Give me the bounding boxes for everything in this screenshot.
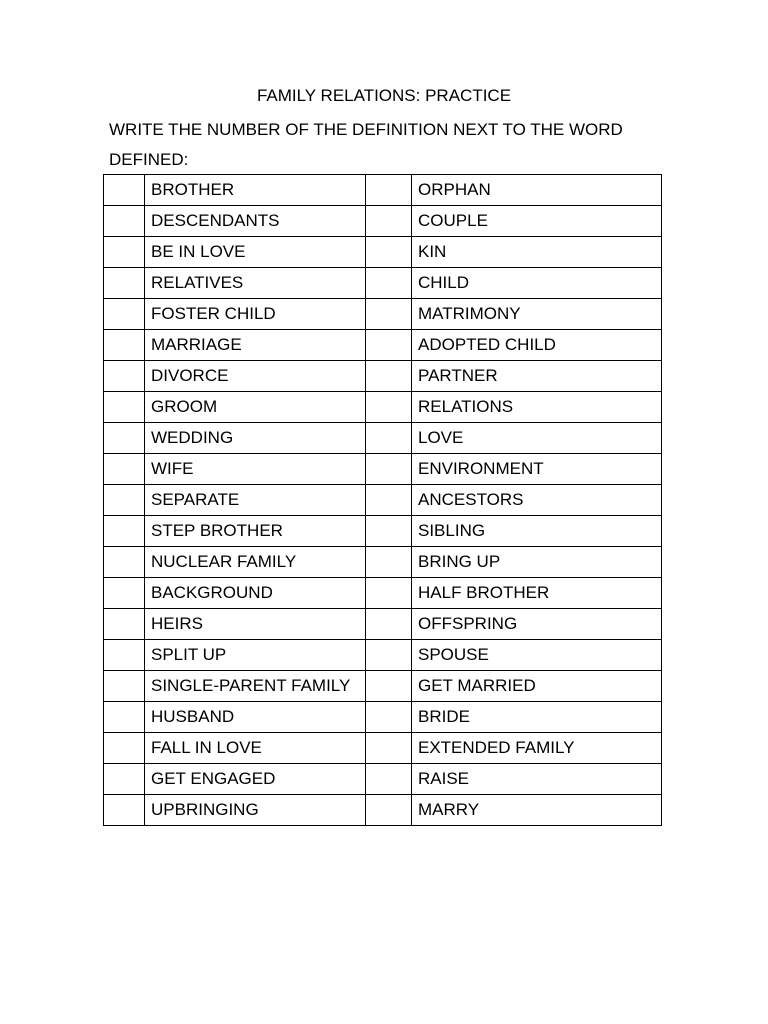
answer-cell-right[interactable]: [366, 733, 412, 764]
word-cell-left: GET ENGAGED: [145, 764, 366, 795]
vocabulary-table: [103, 174, 662, 826]
answer-cell-right[interactable]: [366, 330, 412, 361]
answer-cell-left[interactable]: [104, 423, 145, 454]
word-cell-left: GROOM: [145, 392, 366, 423]
word-cell-left: SEPARATE: [145, 485, 366, 516]
page-title: FAMILY RELATIONS: PRACTICE: [256, 86, 512, 105]
answer-cell-left[interactable]: [104, 454, 145, 485]
answer-cell-right[interactable]: [366, 671, 412, 702]
word-cell-right: BRIDE: [412, 702, 662, 733]
word-cell-left: FALL IN LOVE: [145, 733, 366, 764]
answer-cell-right[interactable]: [366, 237, 412, 268]
word-cell-right: SPOUSE: [412, 640, 662, 671]
answer-cell-left[interactable]: [104, 206, 145, 237]
word-cell-right: RAISE: [412, 764, 662, 795]
word-cell-right: EXTENDED FAMILY: [412, 733, 662, 764]
answer-cell-right[interactable]: [366, 640, 412, 671]
word-cell-left: STEP BROTHER: [145, 516, 366, 547]
table-row: [104, 764, 662, 795]
word-cell-left: HUSBAND: [145, 702, 366, 733]
word-cell-left: DIVORCE: [145, 361, 366, 392]
answer-cell-right[interactable]: [366, 764, 412, 795]
answer-cell-left[interactable]: [104, 578, 145, 609]
table-row: [104, 206, 662, 237]
table-row: [104, 485, 662, 516]
table-row: [104, 671, 662, 702]
word-cell-right: MATRIMONY: [412, 299, 662, 330]
answer-cell-right[interactable]: [366, 299, 412, 330]
word-cell-right: CHILD: [412, 268, 662, 299]
table-row: [104, 299, 662, 330]
table-row: [104, 454, 662, 485]
answer-cell-right[interactable]: [366, 268, 412, 299]
word-cell-left: BE IN LOVE: [145, 237, 366, 268]
answer-cell-left[interactable]: [104, 330, 145, 361]
table-row: [104, 423, 662, 454]
word-cell-left: HEIRS: [145, 609, 366, 640]
word-cell-left: FOSTER CHILD: [145, 299, 366, 330]
word-cell-left: WIFE: [145, 454, 366, 485]
table-row: [104, 733, 662, 764]
word-cell-right: BRING UP: [412, 547, 662, 578]
answer-cell-left[interactable]: [104, 733, 145, 764]
answer-cell-right[interactable]: [366, 206, 412, 237]
table-row: [104, 361, 662, 392]
word-cell-right: COUPLE: [412, 206, 662, 237]
word-cell-right: RELATIONS: [412, 392, 662, 423]
answer-cell-right[interactable]: [366, 175, 412, 206]
answer-cell-left[interactable]: [104, 547, 145, 578]
table-row: [104, 330, 662, 361]
answer-cell-left[interactable]: [104, 175, 145, 206]
answer-cell-right[interactable]: [366, 702, 412, 733]
table-row: [104, 795, 662, 826]
word-cell-right: SIBLING: [412, 516, 662, 547]
answer-cell-right[interactable]: [366, 516, 412, 547]
word-cell-right: MARRY: [412, 795, 662, 826]
word-cell-left: DESCENDANTS: [145, 206, 366, 237]
answer-cell-right[interactable]: [366, 578, 412, 609]
table-row: [104, 702, 662, 733]
answer-cell-left[interactable]: [104, 299, 145, 330]
answer-cell-left[interactable]: [104, 237, 145, 268]
table-row: [104, 609, 662, 640]
word-cell-left: SINGLE-PARENT FAMILY: [145, 671, 366, 702]
table-row: [104, 516, 662, 547]
word-cell-right: ANCESTORS: [412, 485, 662, 516]
word-cell-right: LOVE: [412, 423, 662, 454]
answer-cell-right[interactable]: [366, 795, 412, 826]
answer-cell-right[interactable]: [366, 392, 412, 423]
answer-cell-left[interactable]: [104, 795, 145, 826]
word-cell-left: BACKGROUND: [145, 578, 366, 609]
answer-cell-left[interactable]: [104, 485, 145, 516]
answer-cell-left[interactable]: [104, 268, 145, 299]
vocabulary-table-body: [104, 175, 662, 826]
answer-cell-left[interactable]: [104, 702, 145, 733]
word-cell-left: BROTHER: [145, 175, 366, 206]
answer-cell-right[interactable]: [366, 609, 412, 640]
answer-cell-left[interactable]: [104, 640, 145, 671]
word-cell-right: ORPHAN: [412, 175, 662, 206]
answer-cell-left[interactable]: [104, 671, 145, 702]
word-cell-left: NUCLEAR FAMILY: [145, 547, 366, 578]
table-row: [104, 547, 662, 578]
word-cell-right: ENVIRONMENT: [412, 454, 662, 485]
table-row: [104, 640, 662, 671]
word-cell-left: WEDDING: [145, 423, 366, 454]
answer-cell-left[interactable]: [104, 361, 145, 392]
table-row: [104, 392, 662, 423]
table-row: [104, 578, 662, 609]
word-cell-right: KIN: [412, 237, 662, 268]
instructions: WRITE THE NUMBER OF THE DEFINITION NEXT TO THE WORD DEFINED:: [109, 120, 623, 169]
word-cell-left: MARRIAGE: [145, 330, 366, 361]
word-cell-right: PARTNER: [412, 361, 662, 392]
answer-cell-right[interactable]: [366, 361, 412, 392]
answer-cell-right[interactable]: [366, 454, 412, 485]
answer-cell-left[interactable]: [104, 516, 145, 547]
word-cell-right: ADOPTED CHILD: [412, 330, 662, 361]
word-cell-right: GET MARRIED: [412, 671, 662, 702]
word-cell-left: RELATIVES: [145, 268, 366, 299]
table-row: [104, 237, 662, 268]
answer-cell-right[interactable]: [366, 423, 412, 454]
answer-cell-left[interactable]: [104, 764, 145, 795]
answer-cell-right[interactable]: [366, 485, 412, 516]
table-row: [104, 268, 662, 299]
word-cell-left: SPLIT UP: [145, 640, 366, 671]
table-row: [104, 175, 662, 206]
answer-cell-left[interactable]: [104, 392, 145, 423]
word-cell-left: UPBRINGING: [145, 795, 366, 826]
answer-cell-left[interactable]: [104, 609, 145, 640]
word-cell-right: HALF BROTHER: [412, 578, 662, 609]
answer-cell-right[interactable]: [366, 547, 412, 578]
word-cell-right: OFFSPRING: [412, 609, 662, 640]
